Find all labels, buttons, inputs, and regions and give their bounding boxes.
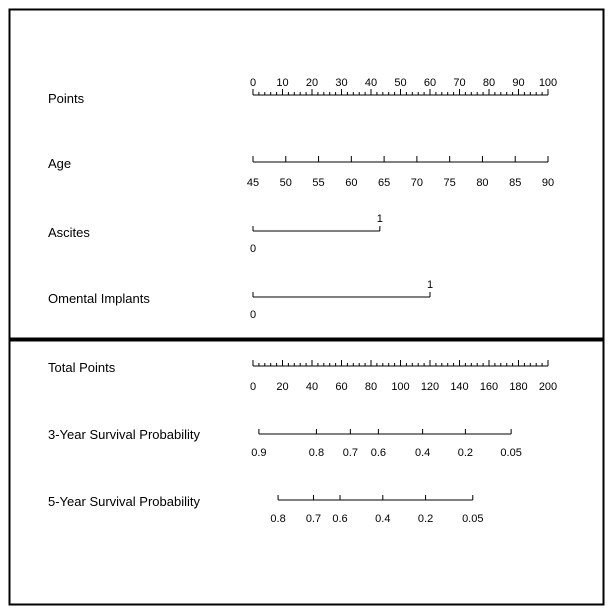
age-tick-label: 60 [345,177,358,189]
age-tick-label: 75 [443,177,456,189]
points-tick-label: 80 [482,77,496,89]
survival-3yr-tick-label: 0.9 [251,447,267,459]
row-label-3yr-survival: 3-Year Survival Probability [48,427,200,442]
row-label-5yr-survival: 5-Year Survival Probability [48,494,200,509]
survival-5yr-tick-label: 0.8 [270,513,286,525]
total-points-scale [250,360,557,393]
row-label-points: Points [48,91,85,106]
survival-3yr-tick-label: 0.05 [500,447,522,459]
points-tick-label: 100 [538,77,558,89]
total-points-tick-label: 120 [420,381,440,393]
points-tick-label: 20 [305,77,319,89]
total-points-tick-label: 20 [276,381,289,393]
total-points-tick-label: 40 [305,381,319,393]
survival-3yr-tick-label: 0.8 [308,447,325,459]
omental-implants-low-label: 0 [249,309,257,321]
ascites-high-label: 1 [376,213,383,225]
age-tick-label: 55 [312,177,325,189]
points-tick-label: 10 [276,77,289,89]
row-label-ascites: Ascites [48,225,90,240]
points-tick-label: 50 [394,77,407,89]
omental-implants-high-label: 1 [426,279,434,291]
points-tick-label: 70 [453,77,466,89]
ascites-low-label: 0 [249,243,257,255]
survival-5yr-tick-label: 0.4 [375,513,391,525]
row-label-age: Age [48,156,72,171]
age-tick-label: 90 [541,177,555,189]
age-tick-label: 80 [476,177,489,189]
points-tick-label: 90 [512,77,525,89]
age-tick-label: 85 [509,177,522,189]
points-tick-label: 40 [364,77,378,89]
age-tick-label: 50 [279,177,292,189]
total-points-tick-label: 0 [249,381,257,393]
survival-3yr-tick-label: 0.2 [457,447,474,459]
survival-3yr-tick-label: 0.6 [370,447,387,459]
row-label-total-points: Total Points [48,360,116,375]
age-scale [247,156,554,189]
total-points-tick-label: 80 [364,381,378,393]
survival-5yr-tick-label: 0.05 [462,513,484,525]
survival-3yr-tick-label: 0.4 [414,447,431,459]
survival-3yr-tick-label: 0.7 [342,447,358,459]
survival-5yr-tick-label: 0.7 [305,513,322,525]
row-label-omental-implants: Omental Implants [48,291,150,306]
ascites-scale [250,213,383,255]
omental-implants-scale [250,279,433,321]
total-points-tick-label: 200 [538,381,558,393]
points-tick-label: 30 [335,77,348,89]
total-points-tick-label: 60 [335,381,348,393]
points-scale [250,77,557,95]
total-points-tick-label: 100 [391,381,410,393]
age-tick-label: 45 [246,177,260,189]
total-points-tick-label: 140 [450,381,469,393]
total-points-tick-label: 160 [479,381,499,393]
survival-3yr-scale [251,429,522,459]
points-tick-label: 60 [423,77,437,89]
age-tick-label: 70 [410,177,424,189]
survival-5yr-tick-label: 0.6 [332,513,348,525]
age-tick-label: 65 [377,177,391,189]
points-tick-label: 0 [249,77,257,89]
survival-5yr-scale [270,495,483,525]
upper-panel-frame [10,10,604,339]
total-points-tick-label: 180 [509,381,528,393]
survival-5yr-tick-label: 0.2 [417,513,434,525]
